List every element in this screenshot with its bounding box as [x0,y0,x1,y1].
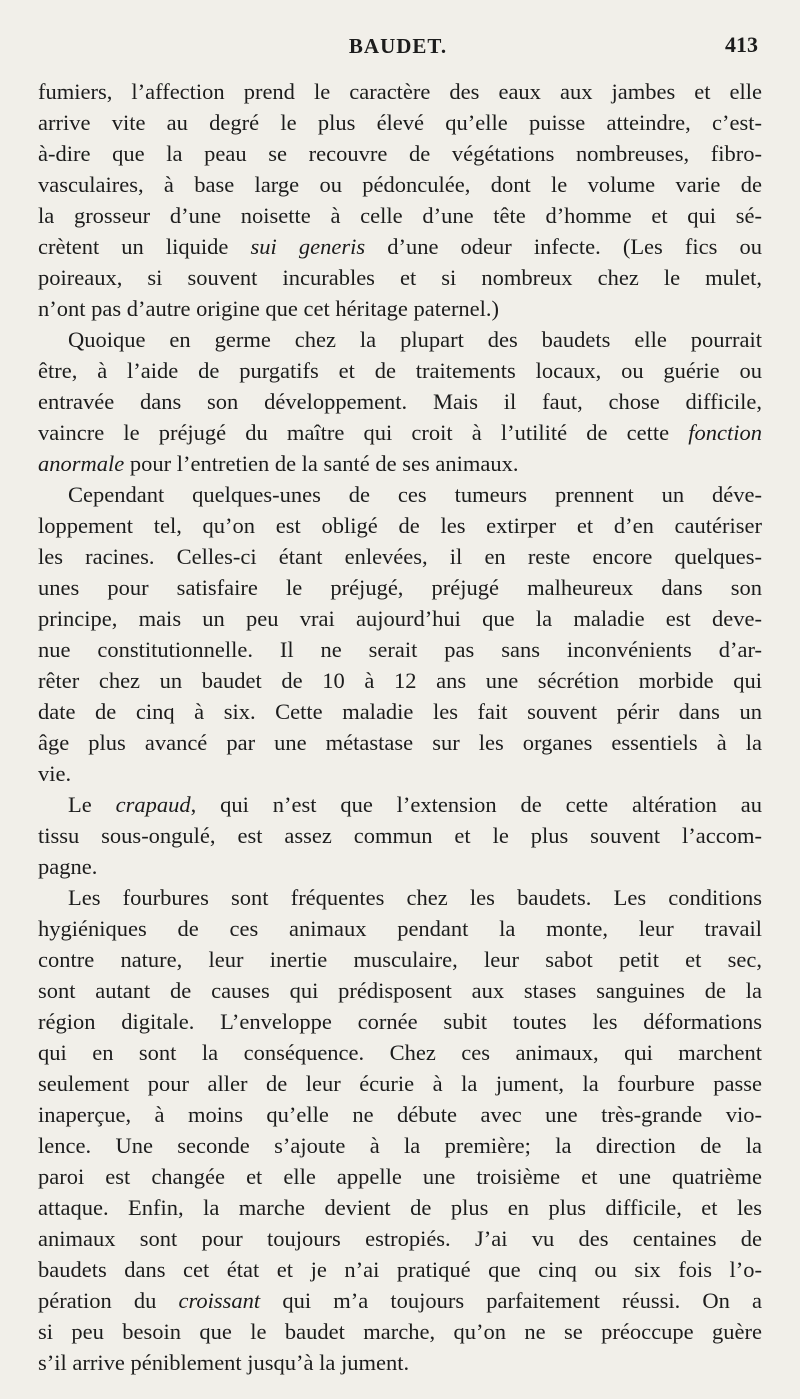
text-run: animaux sont pour toujours estropiés. J’ai vu des centaines de [38,1226,762,1251]
text-line [38,1037,762,1068]
text-line [38,820,762,851]
text-line [38,1254,762,1285]
text-run: arrive vite au degré le plus élevé qu’elle puisse atteindre, c’est- [38,110,762,135]
text-line [38,1099,762,1130]
text-line [38,696,762,727]
text-line [38,944,762,975]
text-line [38,510,762,541]
paragraph [38,479,762,789]
text-run: loppement tel, qu’on est obligé de les extirper et d’en cautériser [38,513,762,538]
text-run: pération du [38,1288,179,1313]
paragraph [38,324,762,479]
italic-text: crapaud [115,792,191,817]
text-run: région digitale. L’enveloppe cornée subit toutes les déformations [38,1009,762,1034]
text-line [38,231,762,262]
text-line [38,417,762,448]
running-title: BAUDET. [348,34,448,58]
text-run: à-dire que la peau se recouvre de végétations nombreuses, fibro- [38,141,762,166]
text-line [38,851,762,882]
text-line [38,1316,762,1347]
text-line [38,169,762,200]
paragraph [38,882,762,1378]
text-line [38,913,762,944]
text-line [38,76,762,107]
text-line [38,1006,762,1037]
text-run: entravée dans son développement. Mais il faut, chose difficile, [38,389,762,414]
paragraph [38,76,762,324]
text-run: s’il arrive péniblement jusqu’à la jument. [38,1350,410,1375]
text-line [38,200,762,231]
text-run: inaperçue, à moins qu’elle ne débute avec une très-grande vio- [38,1102,762,1127]
text-run: qui en sont la conséquence. Chez ces animaux, qui marchent [38,1040,762,1065]
text-run: sont autant de causes qui prédisposent aux stases sanguines de la [38,978,762,1003]
text-line [38,1161,762,1192]
text-line [38,572,762,603]
text-line [38,789,762,820]
text-line [38,1130,762,1161]
text-run: pagne. [38,854,98,879]
text-run: qui m’a toujours parfaitement réussi. On a [260,1288,762,1313]
text-run: hygiéniques de ces animaux pendant la monte, leur travail [38,916,762,941]
text-line [38,386,762,417]
running-head [38,34,758,62]
text-run: crètent un liquide [38,234,251,259]
text-run: la grosseur d’une noisette à celle d’une tête d’homme et qui sé- [38,203,762,228]
text-line [38,479,762,510]
text-run: seulement pour aller de leur écurie à la jument, la fourbure passe [38,1071,762,1096]
text-run: si peu besoin que le baudet marche, qu’on ne se préoccupe guère [38,1319,762,1344]
text-run: contre nature, leur inertie musculaire, leur sabot petit et sec, [38,947,762,972]
text-line [38,448,762,479]
text-run: Quoique en germe chez la plupart des baudets elle pourrait [68,327,762,352]
text-run: d’une odeur infecte. (Les fics ou [365,234,762,259]
text-run: vasculaires, à base large ou pédonculée, dont le volume varie de [38,172,762,197]
italic-text: fonction [688,420,762,445]
italic-text: croissant [178,1288,261,1313]
text-line [38,1223,762,1254]
text-run: baudets dans cet état et je n’ai pratiqué que cinq ou six fois l’o- [38,1257,762,1282]
text-line [38,1347,762,1378]
text-run: fumiers, l’affection prend le caractère des eaux aux jambes et elle [38,79,762,104]
text-run: attaque. Enfin, la marche devient de plus en plus difficile, et les [38,1195,762,1220]
text-run: tissu sous-ongulé, est assez commun et le plus souvent l’accom- [38,823,762,848]
text-line [38,975,762,1006]
text-line [38,541,762,572]
italic-text: sui generis [250,234,366,259]
text-run: nue constitutionnelle. Il ne serait pas sans inconvénients d’ar- [38,637,762,662]
text-run: Le [68,792,116,817]
text-line [38,1068,762,1099]
text-line [38,634,762,665]
text-line [38,324,762,355]
text-run: pour l’entretien de la santé de ses animaux. [124,451,519,476]
text-run: principe, mais un peu vrai aujourd’hui que la maladie est deve- [38,606,762,631]
text-run: vie. [38,761,72,786]
text-run: rêter chez un baudet de 10 à 12 ans une sécrétion morbide qui [38,668,762,693]
text-run: unes pour satisfaire le préjugé, préjugé malheureux dans son [38,575,762,600]
text-line [38,603,762,634]
text-run: les racines. Celles-ci étant enlevées, il en reste encore quelques- [38,544,762,569]
text-line [38,107,762,138]
paragraph [38,789,762,882]
text-line [38,138,762,169]
italic-text: anormale [38,451,125,476]
text-run: , qui n’est que l’extension de cette altération au [190,792,762,817]
text-line [38,293,762,324]
text-run: lence. Une seconde s’ajoute à la première; la direction de la [38,1133,762,1158]
text-line [38,355,762,386]
body-text [38,76,762,1378]
text-line [38,262,762,293]
text-run: Les fourbures sont fréquentes chez les baudets. Les conditions [68,885,762,910]
text-run: paroi est changée et elle appelle une troisième et une quatrième [38,1164,762,1189]
text-run: n’ont pas d’autre origine que cet héritage paternel.) [38,296,500,321]
text-run: être, à l’aide de purgatifs et de traitements locaux, ou guérie ou [38,358,762,383]
text-run: poireaux, si souvent incurables et si nombreux chez le mulet, [38,265,762,290]
text-run: Cependant quelques-unes de ces tumeurs prennent un déve- [68,482,762,507]
text-line [38,882,762,913]
text-line [38,758,762,789]
text-run: âge plus avancé par une métastase sur les organes essentiels à la [38,730,762,755]
text-run: date de cinq à six. Cette maladie les fait souvent périr dans un [38,699,762,724]
text-run: vaincre le préjugé du maître qui croit à l’utilité de cette [38,420,689,445]
text-line [38,665,762,696]
text-line [38,727,762,758]
text-line [38,1192,762,1223]
page-number: 413 [725,32,758,57]
text-line [38,1285,762,1316]
